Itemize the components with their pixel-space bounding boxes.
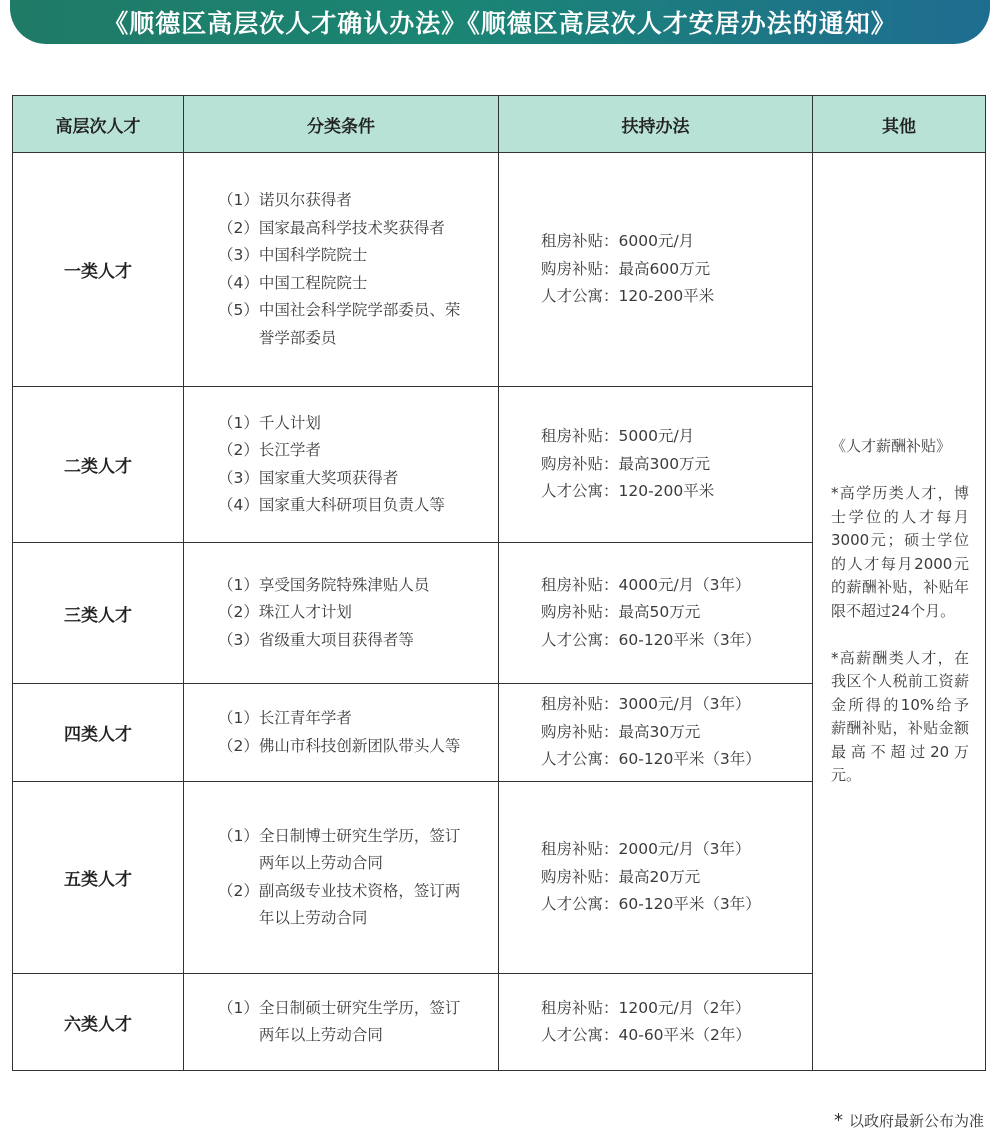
condition-number: （1） — [218, 826, 259, 845]
support-cell — [499, 543, 813, 684]
condition-item — [218, 572, 474, 600]
support-line: 租房补贴：2000元/月（3年） — [541, 840, 751, 859]
condition-item — [218, 823, 474, 878]
support-line: 租房补贴：6000元/月 — [541, 232, 695, 251]
support-line: 人才公寓：120-200平米 — [541, 482, 715, 501]
asterisk-icon: * — [833, 1110, 843, 1131]
condition-number: （1） — [218, 998, 259, 1017]
condition-item — [218, 410, 474, 438]
level-cell: 三类人才 — [13, 543, 184, 684]
condition-item — [218, 733, 474, 761]
condition-item — [218, 878, 474, 933]
condition-item — [218, 465, 474, 493]
condition-text: 长江青年学者 — [258, 709, 352, 727]
condition-item — [218, 270, 474, 298]
condition-text: 国家重大奖项获得者 — [258, 468, 399, 487]
condition-number: （5） — [218, 301, 259, 319]
other-cell — [813, 153, 986, 1071]
condition-number: （1） — [218, 191, 259, 209]
condition-number: （4） — [218, 496, 259, 514]
support-cell — [499, 974, 813, 1071]
condition-text: 副高级专业技术资格，签订两年以上劳动合同 — [258, 881, 461, 927]
support-line: 购房补贴：最高30万元 — [541, 722, 701, 741]
footnote — [834, 1110, 984, 1131]
condition-item — [218, 297, 474, 352]
condition-number: （2） — [218, 218, 259, 237]
condition-item — [218, 492, 474, 520]
condition-text: 长江学者 — [258, 441, 321, 459]
other-paragraph-salary: *高薪酬类人才，在我区个人税前工资薪金所得的10%给予薪酬补贴，补贴金额最高不超过20万元。 — [831, 648, 969, 785]
condition-item — [218, 705, 474, 733]
condition-number: （3） — [218, 246, 259, 264]
condition-number: （4） — [218, 273, 259, 292]
support-cell — [499, 684, 813, 782]
condition-number: （3） — [218, 630, 259, 649]
support-line: 人才公寓：60-120平米（3年） — [541, 750, 761, 769]
support-line: 租房补贴：4000元/月（3年） — [541, 575, 751, 594]
conditions-cell — [184, 543, 499, 684]
support-cell — [499, 387, 813, 543]
support-cell — [499, 782, 813, 974]
condition-text: 千人计划 — [258, 413, 321, 432]
header-support: 扶持办法 — [499, 96, 813, 153]
level-cell: 二类人才 — [13, 387, 184, 543]
support-line: 购房补贴：最高50万元 — [541, 603, 701, 622]
support-line: 人才公寓：60-120平米（3年） — [541, 895, 761, 914]
condition-number: （2） — [218, 736, 259, 755]
support-line: 人才公寓：60-120平米（3年） — [541, 630, 761, 649]
condition-text: 国家最高科学技术奖获得者 — [258, 218, 445, 237]
condition-text: 全日制博士研究生学历，签订两年以上劳动合同 — [258, 826, 461, 872]
support-line: 购房补贴：最高300万元 — [541, 454, 711, 473]
header-level: 高层次人才 — [13, 96, 184, 153]
footnote-text: 以政府最新公布为准 — [848, 1112, 984, 1130]
conditions-cell — [184, 153, 499, 387]
support-line: 人才公寓：40-60平米（2年） — [541, 1026, 751, 1044]
condition-text: 中国工程院院士 — [258, 273, 368, 292]
level-cell: 一类人才 — [13, 153, 184, 387]
condition-text: 中国社会科学院学部委员、荣誉学部委员 — [258, 301, 461, 347]
support-line: 购房补贴：最高20万元 — [541, 867, 701, 886]
condition-number: （2） — [218, 441, 259, 459]
support-line: 租房补贴：3000元/月（3年） — [541, 695, 751, 714]
condition-text: 珠江人才计划 — [258, 603, 352, 622]
condition-text: 中国科学院院士 — [258, 246, 368, 264]
conditions-cell — [184, 974, 499, 1071]
condition-text: 省级重大项目获得者等 — [258, 630, 414, 649]
header-other: 其他 — [813, 96, 986, 153]
banner-title: 《顺德区高层次人才确认办法》《顺德区高层次人才安居办法的通知》 — [103, 9, 897, 38]
conditions-cell — [184, 684, 499, 782]
condition-item — [218, 995, 474, 1050]
other-paragraph-education: *高学历类人才，博士学位的人才每月3000元；硕士学位的人才每月2000元的薪酬补贴，补贴年限不超过24个月。 — [831, 484, 969, 620]
talent-policy-table — [12, 95, 986, 1071]
condition-item — [218, 187, 474, 215]
table-header-row — [13, 96, 986, 153]
support-line: 人才公寓：120-200平米 — [541, 287, 715, 306]
header-conditions: 分类条件 — [184, 96, 499, 153]
condition-number: （2） — [218, 881, 259, 900]
condition-text: 享受国务院特殊津贴人员 — [258, 575, 430, 594]
condition-text: 诺贝尔获得者 — [258, 191, 352, 209]
condition-item — [218, 242, 474, 270]
condition-number: （2） — [218, 603, 259, 622]
condition-item — [218, 215, 474, 243]
title-banner — [10, 0, 990, 44]
level-cell: 四类人才 — [13, 684, 184, 782]
other-title: 《人才薪酬补贴》 — [831, 437, 952, 456]
condition-text: 国家重大科研项目负责人等 — [258, 496, 445, 514]
condition-number: （1） — [218, 709, 259, 727]
condition-number: （3） — [218, 468, 259, 487]
support-cell — [499, 153, 813, 387]
support-line: 租房补贴：1200元/月（2年） — [541, 998, 751, 1017]
condition-text: 佛山市科技创新团队带头人等 — [258, 736, 461, 755]
condition-text: 全日制硕士研究生学历，签订两年以上劳动合同 — [258, 998, 461, 1044]
support-line: 购房补贴：最高600万元 — [541, 259, 711, 278]
level-cell: 六类人才 — [13, 974, 184, 1071]
level-cell: 五类人才 — [13, 782, 184, 974]
condition-number: （1） — [218, 575, 259, 594]
conditions-cell — [184, 782, 499, 974]
condition-number: （1） — [218, 413, 259, 432]
support-line: 租房补贴：5000元/月 — [541, 427, 695, 446]
condition-item — [218, 599, 474, 627]
condition-item — [218, 627, 474, 655]
conditions-cell — [184, 387, 499, 543]
table-row — [13, 153, 986, 387]
condition-item — [218, 437, 474, 465]
